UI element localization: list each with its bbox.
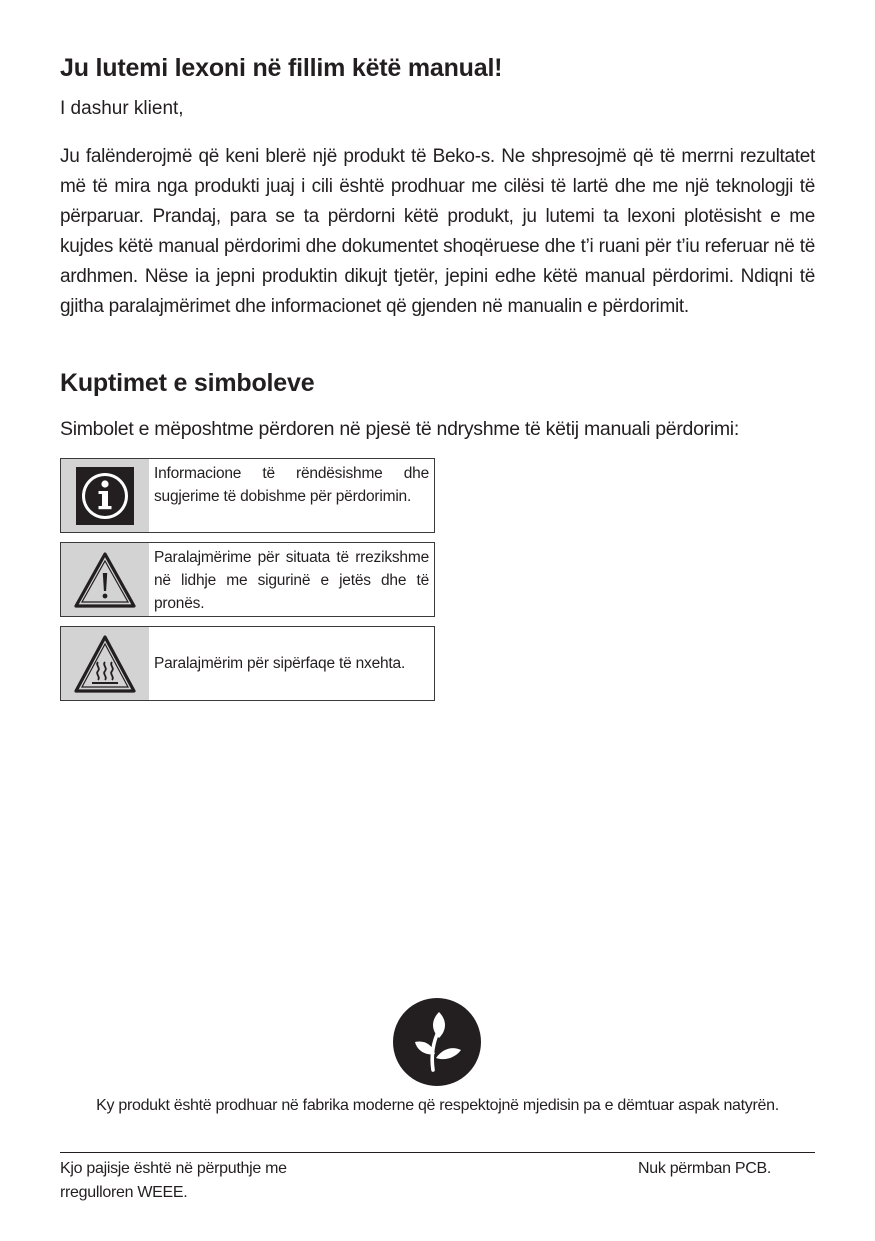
- symbol-row-info: [60, 458, 435, 533]
- symbol-text-info: Informacione të rëndësishme dhe sugjerime të dobishme për përdorimin.: [154, 465, 429, 505]
- symbols-intro: Simbolet e mëposhtme përdoren në pjesë të ndryshme të këtij manuali përdorimi:: [60, 418, 739, 440]
- symbol-row-hot-surface: [60, 626, 435, 701]
- symbol-text-warning: Paralajmërime për situata të rrezikshme në lidhje me sigurinë e jetës dhe të pronës.: [154, 549, 429, 612]
- page-title: Ju lutemi lexoni në fillim këtë manual!: [60, 54, 503, 82]
- pcb-note: Nuk përmban PCB.: [638, 1160, 772, 1177]
- warning-triangle-icon: [73, 551, 137, 609]
- weee-note: Kjo pajisje është në përputhje me rregulloren WEEE.: [60, 1160, 287, 1201]
- eco-note: Ky produkt është prodhuar në fabrika moderne që respektojnë mjedisin pa e dëmtuar aspak natyrën.: [96, 1097, 779, 1114]
- eco-leaf-icon: [393, 998, 481, 1086]
- info-icon: [76, 467, 134, 525]
- hot-surface-icon: [73, 634, 137, 694]
- greeting: I dashur klient,: [60, 98, 184, 119]
- intro-paragraph: Ju falënderojmë që keni blerë një produkt të Beko-s. Ne shpresojmë që të merrni rezultatet më të mira nga produkti juaj i cili është prodhuar me cilësi të lartë dhe me një teknologji të përparuar. Prandaj, para se ta përdorni këtë produkt, ju lutemi ta lexoni plotësisht e me kujdes këtë manual përdorimi dhe dokumentet shoqëruese dhe t’i ruani për t’iu referuar në të ardhmen. Nëse ia jepni produktin dikujt tjetër, jepini edhe këtë manual përdorimi. Ndiqni të gjitha paralajmërimet dhe informacionet që gjenden në manualin e përdorimit.: [60, 146, 815, 317]
- symbols-heading: Kuptimet e simboleve: [60, 369, 315, 397]
- symbol-row-warning: [60, 542, 435, 617]
- footer-divider: [60, 1152, 815, 1153]
- symbol-text-hot-surface: Paralajmërim për sipërfaqe të nxehta.: [154, 655, 406, 672]
